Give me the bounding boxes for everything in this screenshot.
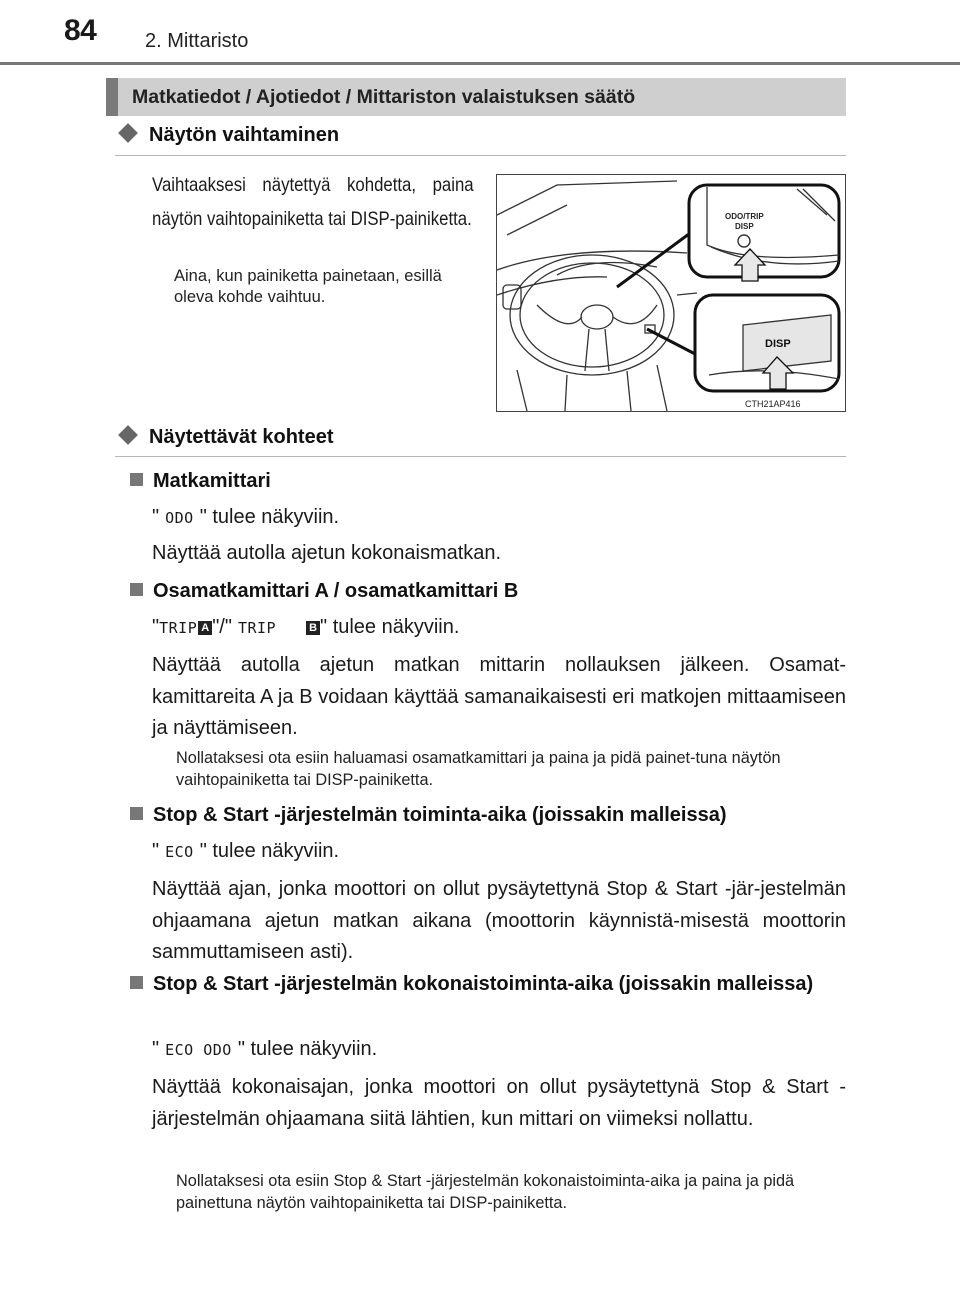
- subheading-switching-text: Näytön vaihtaminen: [149, 124, 340, 146]
- subheading-rule: [115, 456, 846, 457]
- lcd-eco-text: ECO: [165, 843, 194, 861]
- item-trip-title-text: Osamatkamittari A / osamatkamittari B: [153, 580, 519, 602]
- lcd-trip-b-text: TRIP: [237, 619, 277, 637]
- square-bullet-icon: [130, 807, 143, 820]
- chapter-title: 2. Mittaristo: [145, 30, 249, 52]
- square-bullet-icon: [130, 473, 143, 486]
- quote-open: ": [152, 616, 160, 638]
- item-eco-odo-title: [130, 970, 846, 998]
- item-trip-title: [130, 580, 846, 603]
- trip-note: Nollataksesi ota esiin haluamasi osamatkamittari ja paina ja pidä painet-tuna näytön vaihtopainiketta tai DISP-painiketta.: [176, 749, 781, 789]
- lcd-eco-odo-text: ECO ODO: [165, 1041, 232, 1059]
- quote-open: ": [152, 506, 160, 528]
- subheading-items: [115, 426, 334, 449]
- lcd-odo-text: ODO: [165, 509, 194, 527]
- eco-odo-note: Nollataksesi ota esiin Stop & Start -järjestelmän kokonaistoiminta-aika ja paina ja pidä painettuna näytön vaihtopainiketta tai DISP-painiketta.: [176, 1172, 795, 1212]
- diamond-bullet-icon: [118, 123, 138, 143]
- trip-description: Näyttää autolla ajetun matkan mittarin nollauksen jälkeen. Osamat-kamittareita A ja B voidaan käyttää samanaikaisesti eri matkojen mittaamiseen ja näyttämiseen.: [152, 654, 846, 739]
- diamond-bullet-icon: [118, 425, 138, 445]
- trip-a-badge: A: [198, 621, 212, 635]
- subheading-items-text: Näytettävät kohteet: [149, 426, 334, 448]
- item-odometer: [130, 470, 846, 493]
- item-eco-title: [130, 804, 846, 827]
- subheading-switching: [115, 124, 339, 147]
- header-rule: [0, 62, 960, 65]
- quote-open: ": [152, 840, 160, 862]
- quote-close: " tulee näkyviin.: [237, 1038, 378, 1060]
- page-number: 84: [64, 14, 97, 47]
- odo-description: Näyttää autolla ajetun kokonaismatkan.: [152, 542, 502, 564]
- figure-code: CTH21AP416: [745, 399, 801, 409]
- switching-body: Vaihtaaksesi näytettyä kohdetta, paina näytön vaihtopainiketta tai DISP-painiketta.: [152, 174, 474, 230]
- item-trip: [130, 580, 846, 603]
- square-bullet-icon: [130, 583, 143, 596]
- figure-odo-trip-label: ODO/TRIP: [725, 212, 764, 221]
- section-title: Matkatiedot / Ajotiedot / Mittariston valaistuksen säätö: [132, 86, 636, 108]
- item-eco-odo: [130, 970, 846, 998]
- item-eco: [130, 804, 846, 827]
- eco-odo-display-line: [152, 1038, 377, 1061]
- section-band: [106, 78, 846, 116]
- subheading-rule: [115, 155, 846, 156]
- item-eco-title-text: Stop & Start -järjestelmän toiminta-aika (joissakin malleissa): [153, 804, 727, 826]
- item-odometer-title-text: Matkamittari: [153, 470, 271, 492]
- eco-description: Näyttää ajan, jonka moottori on ollut pysäytettynä Stop & Start -jär-jestelmän ohjaamana ajetun matkan aikana (moottorin käynnistä-misestä moottorin sammuttamiseen asti).: [152, 878, 846, 963]
- switching-note: Aina, kun painiketta painetaan, esillä oleva kohde vaihtuu.: [174, 267, 442, 306]
- quote-close: " tulee näkyviin.: [199, 506, 340, 528]
- odo-display-line: [152, 506, 339, 529]
- dashboard-illustration-svg: [497, 175, 845, 411]
- trip-b-badge: B: [306, 621, 320, 635]
- eco-odo-description: Näyttää kokonaisajan, jonka moottori on ollut pysäytettynä Stop & Start -järjestelmän ohjaamana siitä lähtien, kun mittari on viimeksi nollattu.: [152, 1076, 846, 1130]
- item-odometer-title: [130, 470, 846, 493]
- quote-close: " tulee näkyviin.: [320, 616, 460, 638]
- quote-open: ": [152, 1038, 160, 1060]
- dashboard-illustration: [496, 174, 846, 412]
- square-bullet-icon: [130, 976, 143, 989]
- figure-disp-small-label: DISP: [735, 222, 754, 231]
- quote-separator: "/": [212, 616, 232, 638]
- lcd-trip-a-text: TRIP: [159, 619, 198, 637]
- trip-display-line: [152, 616, 459, 639]
- item-eco-odo-title-text: Stop & Start -järjestelmän kokonaistoiminta-aika (joissakin malleissa): [153, 973, 814, 995]
- figure-disp-label: DISP: [765, 338, 791, 350]
- section-band-marker: [106, 78, 118, 116]
- quote-close: " tulee näkyviin.: [199, 840, 340, 862]
- eco-display-line: [152, 840, 339, 863]
